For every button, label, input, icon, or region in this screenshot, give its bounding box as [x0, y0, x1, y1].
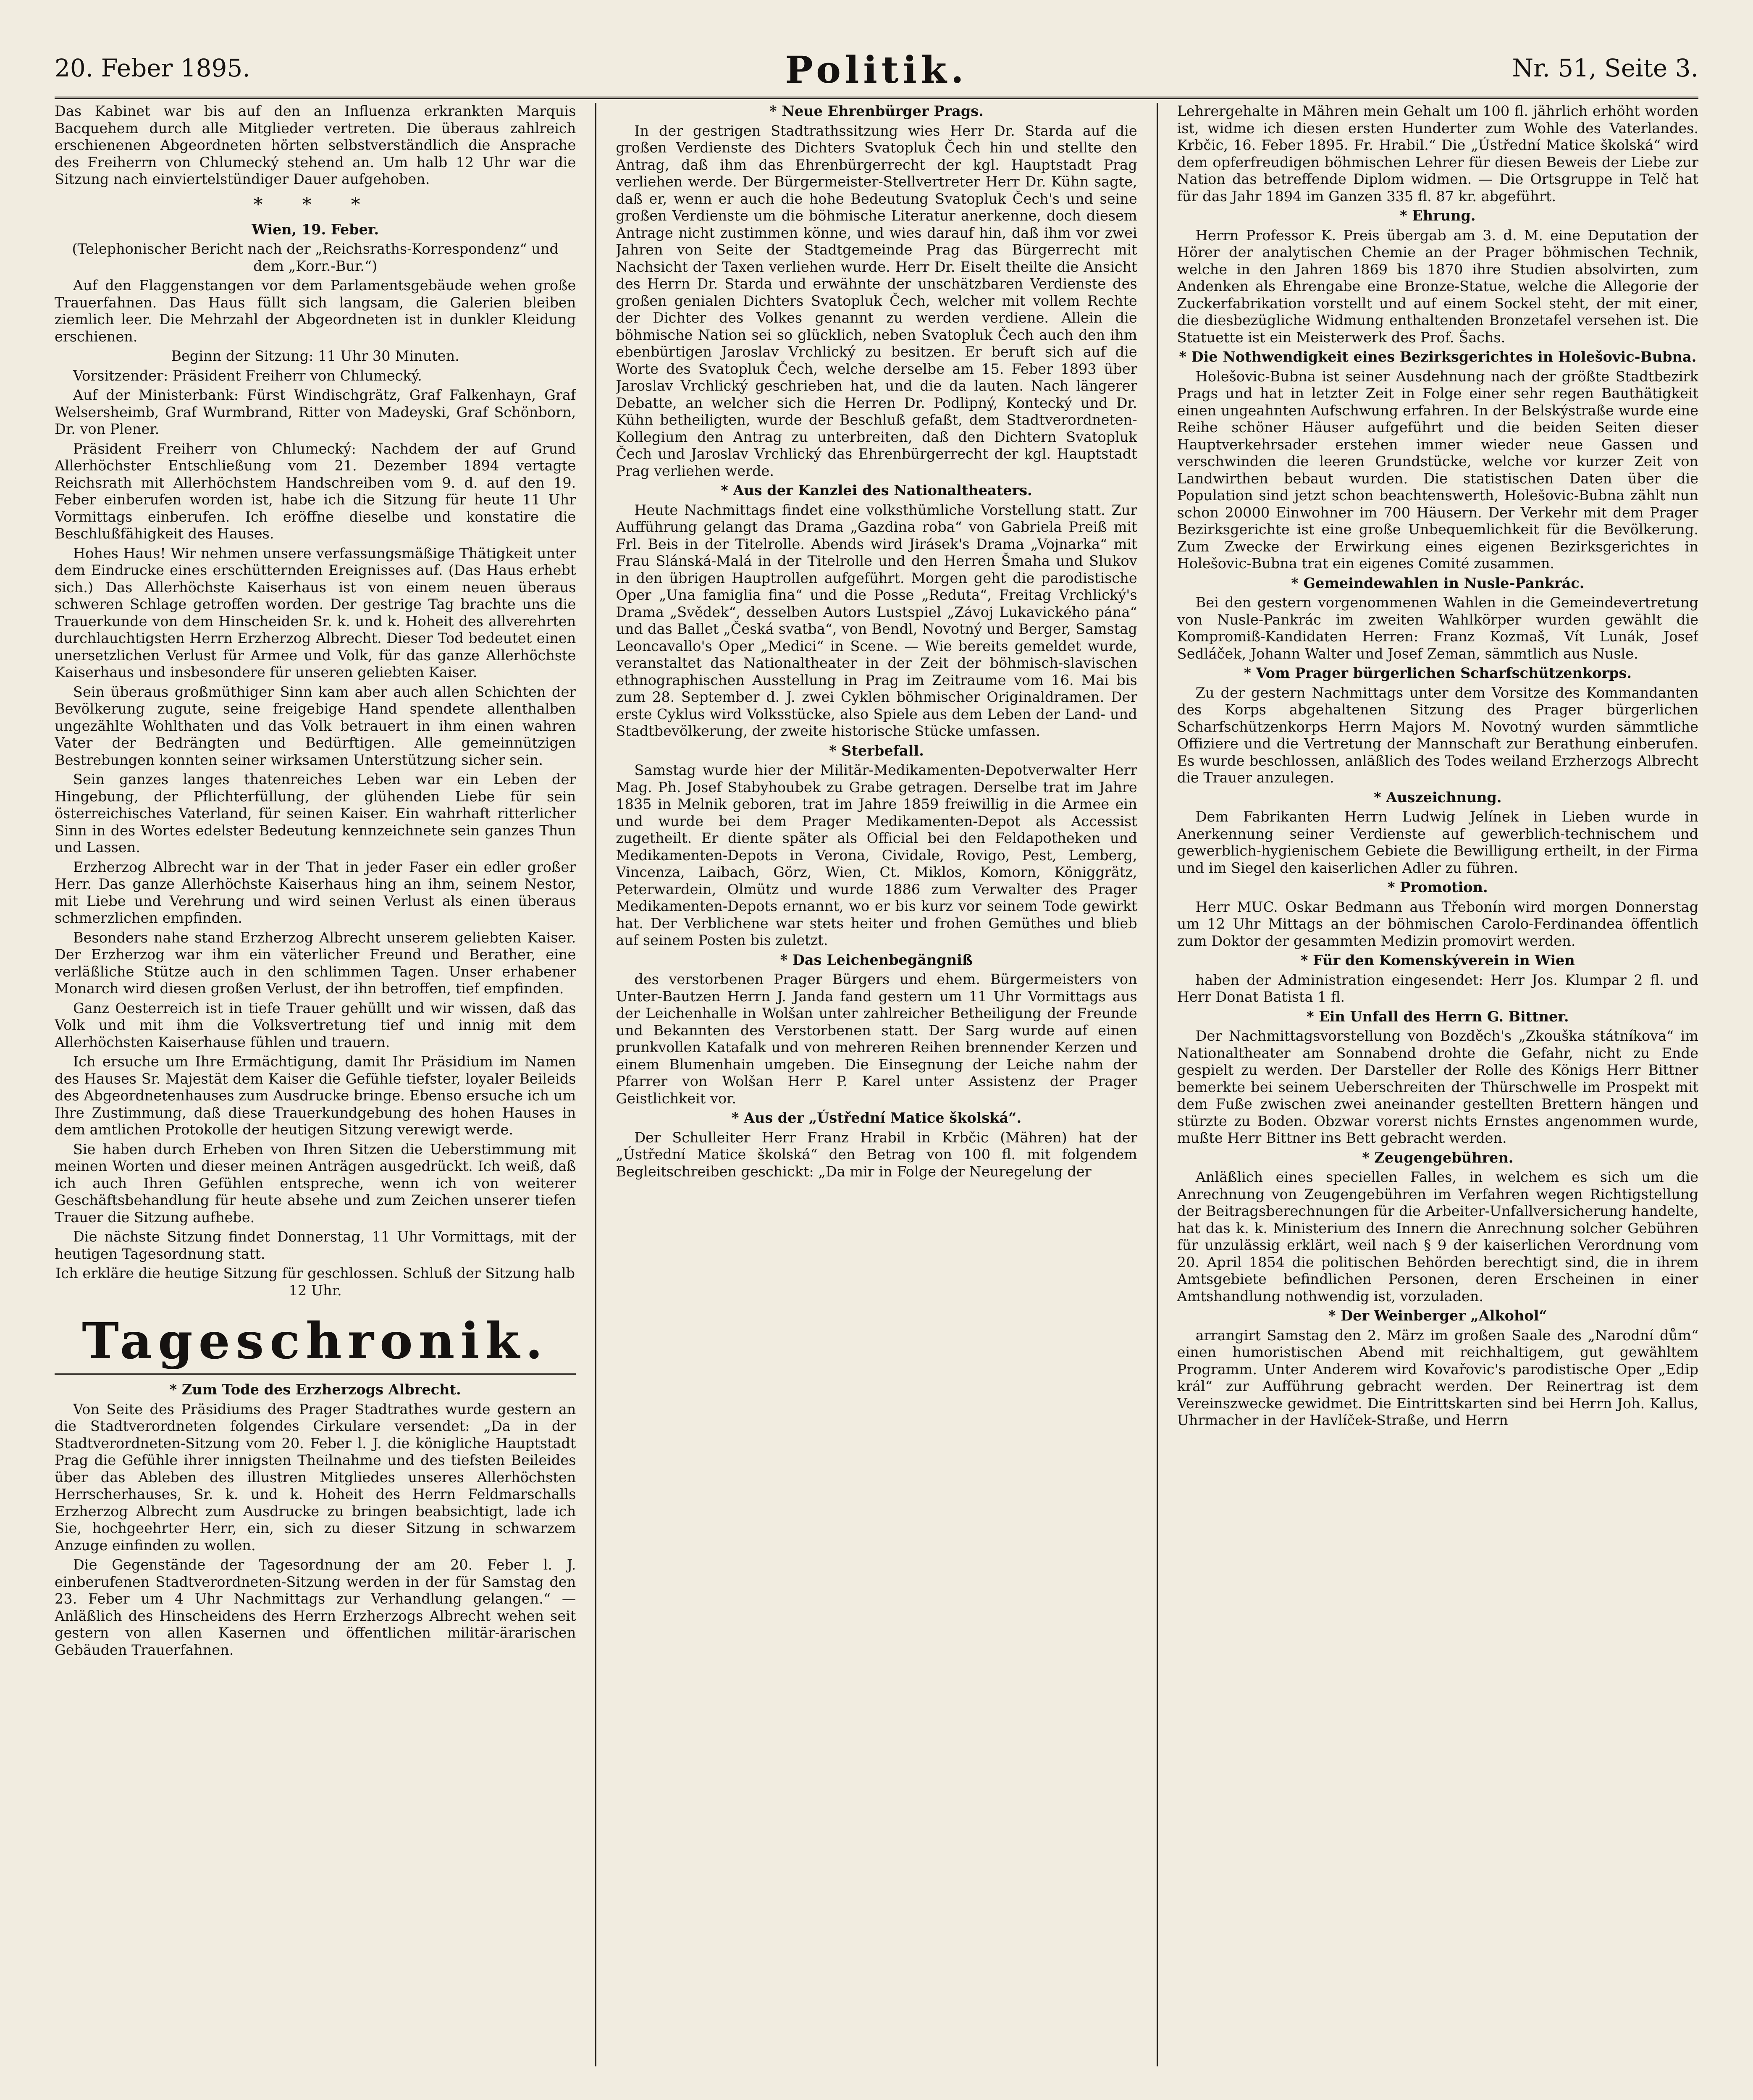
paragraph: Beginn der Sitzung: 11 Uhr 30 Minuten. — [171, 348, 459, 364]
article-heading: * Ein Unfall des Herrn G. Bittner. — [1307, 1008, 1569, 1025]
article-heading: * Gemeindewahlen in Nusle-Pankrác. — [1291, 575, 1585, 591]
paragraph: Von Seite des Präsidiums des Prager Stadtrathes wurde gestern an die Stadtverordneten folgendes Cirkulare versendet: „Da in der Stadtverordneten-Sitzung vom 20. Feber l. J. die königliche Hauptstadt Prag die Gefühle ihrer innigsten Theilnahme und des tiefsten Beileides über das Ableben des illustren Mitgliedes unseres Allerhöchsten Herrscherhauses, Sr. k. und k. Hoheit des Herrn Feldmarschalls Erzherzog Albrecht zum Ausdrucke zu bringen beabsichtigt, lade ich Sie, hochgeehrter Herr, ein, sich zu dieser Sitzung in schwarzem Anzuge einfinden zu wollen. — [55, 1401, 576, 1554]
article-heading: * Zeugengebühren. — [1362, 1149, 1514, 1166]
article-heading: * Vom Prager bürgerlichen Scharfschützenkorps. — [1244, 665, 1632, 681]
paragraph: Samstag wurde hier der Militär-Medikamenten-Depotverwalter Herr Mag. Ph. Josef Stabyhoubek zu Grabe getragen. Derselbe trat im Jahre 1835 in Melnik geboren, trat im Jahre 1859 freiwillig in die Armee ein und wurde bei dem Prager Medikamenten-Depot als Accessist zugetheilt. Er diente später als Official bei den Feldapotheken und Medikamenten-Depots in Verona, Cividale, Rovigo, Pest, Lemberg, Vincenza, Laibach, Görz, Wien, Ct. Miklos, Komorn, Königgrätz, Peterwardein, Olmütz und wurde 1886 zum Verwalter des Prager Medikamenten-Depots ernannt, wo er bis kurz vor seinem Tode gewirkt hat. Der Verblichene war stets heiter und frohen Gemüthes und blieb auf seinem Posten bis zuletzt. — [616, 762, 1137, 948]
article-heading: * Zum Tode des Erzherzogs Albrecht. — [169, 1381, 461, 1398]
paragraph: Auf den Flaggenstangen vor dem Parlamentsgebäude wehen große Trauerfahnen. Das Haus füllt sich langsam, die Galerien bleiben ziemlich leer. Die Mehrzahl der Abgeordneten ist in dunkler Kleidung erschienen. — [55, 277, 576, 345]
article-heading: * Die Nothwendigkeit eines Bezirksgerichtes in Holešovic-Bubna. — [1179, 349, 1697, 365]
column-1 — [55, 103, 576, 2066]
paragraph: Bei den gestern vorgenommenen Wahlen in die Gemeindevertretung von Nusle-Pankrác im zweiten Wahlkörper wurden gewählt die Kompromiß-Kandidaten Herren: Franz Kozmaš, Vít Lunák, Josef Sedláček, Johann Walter und Josef Zeman, sämmtlich aus Nusle. — [1177, 594, 1698, 662]
article-heading: * Auszeichnung. — [1374, 789, 1502, 806]
paragraph: Sein ganzes langes thatenreiches Leben war ein Leben der Hingebung, der Pflichterfüllung, der glühenden Liebe für sein österreichisches Vaterland, für seinen Kaiser. Ein wahrhaft ritterlicher Sinn in des Wortes edelster Bedeutung kennzeichnete sein ganzes Thun und Lassen. — [55, 771, 576, 856]
column-rule — [595, 103, 596, 2066]
paragraph: Auf der Ministerbank: Fürst Windischgrätz, Graf Falkenhayn, Graf Welsersheimb, Graf Wurmbrand, Ritter von Madeyski, Graf Schönborn, Dr. von Plener. — [55, 387, 576, 437]
paragraph: Heute Nachmittags findet eine volksthümliche Vorstellung statt. Zur Aufführung gelangt das Drama „Gazdina roba“ von Gabriela Preiß mit Frl. Beis in der Titelrolle. Abends wird Jirásek's Drama „Vojnarka“ mit Frau Slánská-Malá in der Titelrolle und den Herren Šmaha und Slukov in den übrigen Hauptrollen aufgeführt. Morgen geht die parodistische Oper „Una famiglia fina“ und die Posse „Reduta“, Freitag Vrchlický's Drama „Svědek“, desselben Autors Lustspiel „Závoj Lukavického pána“ und das Ballet „Česká svatba“, von Bendl, Novotný und Berger, Samstag Leoncavallo's Oper „Medici“ in Scene. — Wie bereits gemeldet wurde, veranstaltet das Nationaltheater in der Zeit der böhmisch-slavischen ethnographischen Ausstellung in Prag im Zeitraume vom 16. Mai bis zum 28. September d. J. zwei Cyklen böhmischer Originaldramen. Der erste Cyklus wird Volksstücke, also Spiele aus dem Leben der Land- und Stadtbevölkerung, der zweite historische Stücke umfassen. — [616, 501, 1137, 739]
paragraph: Der Nachmittagsvorstellung von Bozděch's „Zkouška státníkova“ im Nationaltheater am Sonnabend drohte die Gefahr, nicht zu Ende gespielt zu werden. Der Darsteller der Rolle des Königs Herr Bittner bemerkte bei seinem Ueberschreiten der Thürschwelle im Prospekt mit dem Fuße zwischen zwei aneinander gestellten Brettern hängen und stürzte zu Boden. Obzwar vorerst nichts Ernstes angenommen wurde, mußte Herr Bittner ins Bett gebracht werden. — [1177, 1028, 1698, 1146]
text-columns — [55, 103, 1698, 2066]
article-heading: * Ehrung. — [1400, 207, 1476, 224]
article-heading: * Promotion. — [1387, 879, 1488, 895]
paragraph: Hohes Haus! Wir nehmen unsere verfassungsmäßige Thätigkeit unter dem Eindrucke eines erschütternden Ereignisses auf. (Das Haus erhebt sich.) Das Allerhöchste Kaiserhaus ist von einem neuen überaus schweren Schlage getroffen worden. Der gestrige Tag brachte uns die Trauerkunde von dem Hinscheiden Sr. k. und k. Hoheit des allverehrten durchlauchtigsten Herrn Erzherzog Albrecht. Dieser Tod bedeutet einen unersetzlichen Verlust für Armee und Volk, für das ganze Allerhöchste Kaiserhaus und insbesondere für unseren geliebten Kaiser. — [55, 545, 576, 680]
section-divider: * * * — [253, 194, 377, 215]
masthead — [55, 50, 1698, 99]
paragraph: Ganz Oesterreich ist in tiefe Trauer gehüllt und wir wissen, daß das Volk und mit ihm die Volksvertretung tief und innig mit dem Allerhöchsten Kaiserhause fühlen und trauern. — [55, 1000, 576, 1050]
paragraph: Besonders nahe stand Erzherzog Albrecht unserem geliebten Kaiser. Der Erzherzog war ihm ein väterlicher Freund und Berather, eine verläßliche Stütze auch in den schlimmen Tagen. Unser erhabener Monarch wird diesen großen Verlust, der ihn betroffen, tief empfinden. — [55, 929, 576, 997]
paragraph: Sie haben durch Erheben von Ihren Sitzen die Ueberstimmung mit meinen Worten und dieser meinen Anträgen ausgedrückt. Ich weiß, daß ich auch Ihren Gefühlen entspreche, wenn ich von weiterer Geschäftsbehandlung für heute absehe und zum Zeichen unserer tiefen Trauer die Sitzung aufhebe. — [55, 1141, 576, 1226]
paragraph: Anläßlich eines speciellen Falles, in welchem es sich um die Anrechnung von Zeugengebühren im Verfahren wegen Richtigstellung der Beitragsberechnungen für die Arbeiter-Unfallversicherung handelte, hat das k. k. Ministerium des Innern die Anrechnung solcher Gebühren für unzulässig erklärt, weil nach § 9 der kaiserlichen Verordnung vom 20. April 1854 die politischen Behörden berechtigt sind, die in ihrem Amtsgebiete befindlichen Personen, deren Erscheinen in einer Amtshandlung nothwendig ist, vorzuladen. — [1177, 1169, 1698, 1305]
article-heading: * Der Weinberger „Alkohol“ — [1328, 1307, 1547, 1324]
paragraph: haben der Administration eingesendet: Herr Jos. Klumpar 2 fl. und Herr Donat Batista 1 fl. — [1177, 971, 1698, 1005]
paragraph: Die nächste Sitzung findet Donnerstag, 11 Uhr Vormittags, mit der heutigen Tagesordnung statt. — [55, 1228, 576, 1262]
issue-date: 20. Feber 1895. — [55, 54, 250, 82]
paragraph: Der Schulleiter Herr Franz Hrabil in Krbčic (Mähren) hat der „Ústřední Matice školská“ den Betrag von 100 fl. mit folgendem Begleitschreiben geschickt: „Da mir in Folge der Neuregelung der — [616, 1129, 1137, 1180]
paragraph: Präsident Freiherr von Chlumecký: Nachdem der auf Grund Allerhöchster Entschließung vom 21. Dezember 1894 vertagte Reichsrath mit Allerhöchstem Handschreiben vom 9. d. auf den 19. Feber einberufen worden ist, habe ich die Sitzung für heute 11 Uhr Vormittags einberufen. Ich eröffne dieselbe und konstatire die Beschlußfähigkeit des Hauses. — [55, 440, 576, 542]
article-heading: * Das Leichenbegängniß — [780, 951, 973, 968]
paragraph: Ich ersuche um Ihre Ermächtigung, damit Ihr Präsidium im Namen des Hauses Sr. Majestät dem Kaiser die Gefühle tiefster, loyaler Beileids des Abgeordnetenhauses zum Ausdrucke bringe. Ebenso ersuche ich um Ihre Zustimmung, daß diese Trauerkundgebung des hohen Hauses in dem amtlichen Protokolle der heutigen Sitzung verewigt werde. — [55, 1053, 576, 1138]
issue-page-number: Nr. 51, Seite 3. — [1512, 54, 1698, 82]
article-heading: * Aus der „Ústřední Matice školská“. — [731, 1110, 1022, 1126]
column-rule — [1157, 103, 1158, 2066]
paragraph: des verstorbenen Prager Bürgers und ehem. Bürgermeisters von Unter-Bautzen Herrn J. Janda fand gestern um 11 Uhr Vormittags aus der Leichenhalle in Wolšan unter zahlreicher Betheiligung der Freunde und Bekannten des Verstorbenen statt. Der Sarg wurde auf einen prunkvollen Katafalk und von mehreren Reihen brennender Kerzen und einem Blumenhain umgeben. Die Einsegnung der Leiche nahm der Pfarrer von Wolšan Herr P. Karel unter Assistenz der Prager Geistlichkeit vor. — [616, 971, 1137, 1107]
section-heading-tageschronik: Tageschronik. — [55, 1312, 576, 1375]
section-title: Politik. — [785, 48, 968, 92]
paragraph: Die Gegenstände der Tagesordnung der am 20. Feber l. J. einberufenen Stadtverordneten-Sitzung werden in der für Samstag den 23. Feber um 4 Uhr Nachmittags zur Verhandlung gelangen.“ — Anläßlich des Hinscheidens des Herrn Erzherzogs Albrecht wehen seit gestern von allen Kasernen und öffentlichen militär-ärarischen Gebäuden Trauerfahnen. — [55, 1557, 576, 1658]
paragraph: Ich erkläre die heutige Sitzung für geschlossen. Schluß der Sitzung halb 12 Uhr. — [55, 1265, 575, 1299]
article-heading: * Für den Komenskýverein in Wien — [1300, 952, 1575, 969]
dateline: Wien, 19. Feber. — [252, 221, 379, 238]
paragraph: Dem Fabrikanten Herrn Ludwig Jelínek in Lieben wurde in Anerkennung seiner Verdienste auf gewerblich-technischem und gewerblich-hygienischem Gebiete die Bewilligung ertheilt, in der Firma und im Siegel den kaiserlichen Adler zu führen. — [1177, 808, 1698, 876]
paragraph: Erzherzog Albrecht war in der That in jeder Faser ein edler großer Herr. Das ganze Allerhöchste Kaiserhaus hing an ihm, seinem Nestor, mit Liebe und Verehrung und wird seinen Verlust als einen überaus schmerzlichen empfinden. — [55, 858, 576, 926]
paragraph: Holešovic-Bubna ist seiner Ausdehnung nach der größte Stadtbezirk Prags und hat in letzter Zeit in Folge einer sehr regen Bauthätigkeit einen ungeahnten Aufschwung erfahren. In der Belskýstraße wurde eine Reihe schöner Häuser aufgeführt und die beiden Seiten dieser Hauptverkehrsader erstehen immer wieder neue Gassen und verschwinden die leeren Grundstücke, welche vor kurzer Zeit von Landwirthen bebaut wurden. Die statistischen Daten über die Population sind jetzt schon beachtenswerth, Holešovic-Bubna zählt nun schon 20000 Einwohner im 700 Häusern. Der Verkehr mit dem Prager Bezirksgerichte ist eine große Unbequemlichkeit für die Bevölkerung. Zum Zwecke der Erwirkung eines eigenen Bezirksgerichtes in Holešovic-Bubna trat ein eigenes Comité zusammen. — [1177, 368, 1698, 572]
paragraph: Lehrergehalte in Mähren mein Gehalt um 100 fl. jährlich erhöht worden ist, widme ich diesen ersten Hunderter zum Wohle des Vaterlandes. Krbčic, 16. Feber 1895. Fr. Hrabil.“ Die „Ústřední Matice školská“ wird dem opferfreudigen böhmischen Lehrer für diesen Beweis der Liebe zur Nation das betreffende Diplom widmen. — Die Ortsgruppe in Telč hat für das Jahr 1894 im Ganzen 335 fl. 87 kr. abgeführt. — [1177, 103, 1698, 205]
article-heading: * Aus der Kanzlei des Nationaltheaters. — [721, 482, 1032, 499]
subheading: (Telephonischer Bericht nach der „Reichsraths-Korrespondenz“ und dem „Korr.-Bur.“) — [72, 241, 559, 274]
paragraph: In der gestrigen Stadtrathssitzung wies Herr Dr. Starda auf die großen Verdienste des Dichters Svatopluk Čech hin und stellte den Antrag, daß ihm das Ehrenbürgerrecht der kgl. Hauptstadt Prag verliehen werde. Der Bürgermeister-Stellvertreter Herr Dr. Kühn sagte, daß er, wenn er auch die hohe Bedeutung Svatopluk Čech's und seine großen Verdienste um die böhmische Literatur anerkenne, doch diesem Antrage nicht zustimmen könne, und wies darauf hin, daß ihm vor zwei Jahren von Seite der Stadtgemeinde Prag das Bürgerrecht mit Nachsicht der Taxen verliehen wurde. Herr Dr. Eiselt theilte die Ansicht des Herrn Dr. Starda und erwähnte der unschätzbaren Verdienste des großen genialen Dichters Svatopluk Čech, welcher mit vollem Rechte der Dichter des Volkes genannt zu werden verdiene. Allein die böhmische Nation sei so glücklich, neben Svatopluk Čech auch den ihm ebenbürtigen Jaroslav Vrchlický zu besitzen. Er beruft sich auf die Worte des Svatopluk Čech, welche derselbe am 15. Feber 1893 über Jaroslav Vrchlický geschrieben hat, und die da lauten. Nach längerer Debatte, an welcher sich die Herren Dr. Podlipný, Kontecký und Dr. Kühn betheiligten, wurde der Beschluß gefaßt, dem Stadtverordneten-Kollegium den Antrag zu unterbreiten, daß den Dichtern Svatopluk Čech und Jaroslav Vrchlický das Ehrenbürgerrecht der kgl. Hauptstadt Prag verliehen werde. — [616, 122, 1137, 479]
paragraph: Herrn Professor K. Preis übergab am 3. d. M. eine Deputation der Hörer der analytischen Chemie an der Prager böhmischen Technik, welche in den Jahren 1869 bis 1870 ihre Studien absolvirten, zum Andenken als Ehrengabe eine Bronze-Statue, welche die Allegorie der Zuckerfabrikation vorstellt und auf einem Sockel steht, der mit einer, die diesbezügliche Widmung enthaltenden Bronzetafel versehen ist. Die Statuette ist ein Meisterwerk des Prof. Šachs. — [1177, 227, 1698, 346]
article-heading: * Neue Ehrenbürger Prags. — [769, 103, 984, 119]
article-heading: * Sterbefall. — [829, 742, 924, 759]
paragraph: Das Kabinet war bis auf den an Influenza erkrankten Marquis Bacquehem durch alle Mitglieder vertreten. Die überaus zahlreich erschienenen Abgeordneten hörten selbstverständlich die Ansprache des Freiherrn von Chlumecký stehend an. Um halb 12 Uhr war die Sitzung nach einviertelstündiger Dauer aufgehoben. — [55, 103, 576, 187]
column-2 — [616, 103, 1137, 2066]
paragraph: Zu der gestern Nachmittags unter dem Vorsitze des Kommandanten des Korps abgehaltenen Sitzung des Prager bürgerlichen Scharfschützenkorps Herrn Majors M. Novotný wurden sämmtliche Offiziere und die Vertretung der Mannschaft zur Berathung einberufen. Es wurde beschlossen, anläßlich des Todes weiland Erzherzogs Albrecht die Trauer anzulegen. — [1177, 684, 1698, 786]
paragraph: Herr MUC. Oskar Bedmann aus Třebonín wird morgen Donnerstag um 12 Uhr Mittags an der böhmischen Carolo-Ferdinandea öffentlich zum Doktor der gesammten Medizin promovirt werden. — [1177, 898, 1698, 949]
column-3 — [1177, 103, 1698, 2066]
paragraph: Sein überaus großmüthiger Sinn kam aber auch allen Schichten der Bevölkerung zugute, seine freigebige Hand spendete allenthalben ungezählte Wohlthaten und das Volk betrauert in ihm einen wahren Vater der Bedrängten und Bedürftigen. Alle gemeinnützigen Bestrebungen konnten seiner wirksamen Unterstützung sicher sein. — [55, 683, 576, 768]
paragraph: arrangirt Samstag den 2. März im großen Saale des „Narodní dům“ einen humoristischen Abend mit reichhaltigem, gut gewähltem Programm. Unter Anderem wird Kovařovic's parodistische Oper „Edip král“ zur Aufführung gebracht werden. Der Reinertrag ist dem Vereinszwecke gewidmet. Die Eintrittskarten sind bei Herrn Joh. Kallus, Uhrmacher in der Havlíček-Straße, und Herrn — [1177, 1327, 1698, 1428]
paragraph: Vorsitzender: Präsident Freiherr von Chlumecký. — [73, 367, 422, 384]
